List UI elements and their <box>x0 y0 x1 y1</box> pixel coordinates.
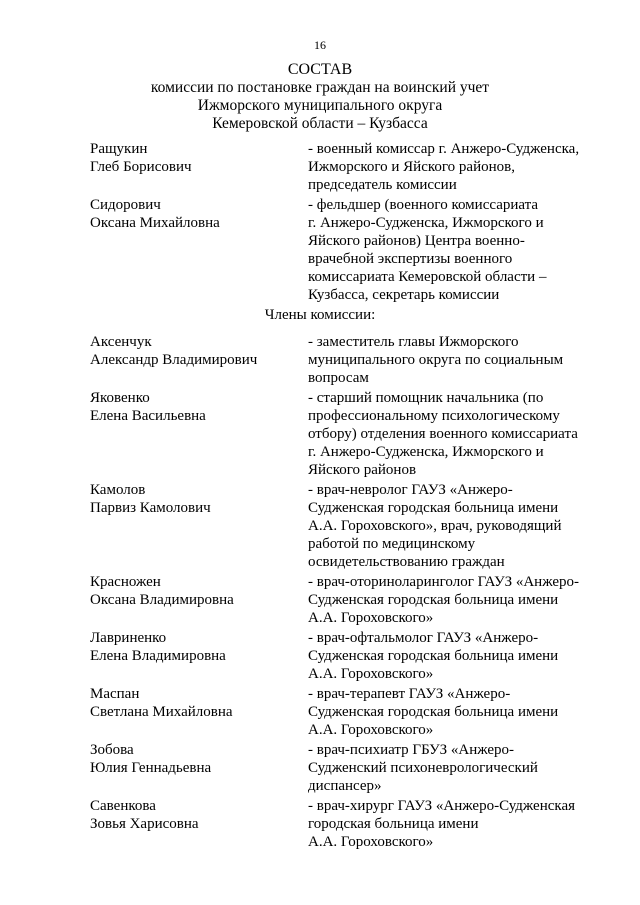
person-surname: Зобова <box>90 742 134 758</box>
heading-line-2: Ижморского муниципального округа <box>197 97 443 114</box>
person-surname: Красножен <box>90 574 161 590</box>
list-item <box>90 741 600 795</box>
person-given-name: Юлия Геннадьевна <box>90 760 212 776</box>
person-given-name: Оксана Владимировна <box>90 592 234 608</box>
person-role: - врач-офтальмолог ГАУЗ «Анжеро- Судженская городская больница имени А.А. Гороховского» <box>308 630 559 682</box>
list-item <box>90 481 600 571</box>
list-item <box>90 389 600 479</box>
person-name <box>90 196 308 304</box>
person-role: - врач-хирург ГАУЗ «Анжеро-Судженская городская больница имени А.А. Гороховского» <box>308 798 576 850</box>
person-name <box>90 797 308 851</box>
person-role: - военный комиссар г. Анжеро-Судженска, Ижморского и Яйского районов, председатель комиссии <box>308 141 580 193</box>
person-surname: Маспан <box>90 686 140 702</box>
list-item <box>90 333 600 387</box>
members-section-title: Члены комиссии: <box>264 307 376 323</box>
person-given-name: Оксана Михайловна <box>90 215 220 231</box>
person-role: - фельдшер (военного комиссариата г. Анжеро-Судженска, Ижморского и Яйского районов) Центра военно- врачебной экспертизы военного комиссариата Кемеровской области – Кузбасса, секретарь комиссии <box>308 197 547 303</box>
person-surname: Лавриненко <box>90 630 167 646</box>
page-number: 16 <box>314 38 326 52</box>
person-role: - заместитель главы Ижморского муниципального округа по социальным вопросам <box>308 334 564 386</box>
heading-title: СОСТАВ <box>287 61 353 78</box>
person-name <box>90 629 308 683</box>
list-item <box>90 629 600 683</box>
person-role: - врач-оториноларинголог ГАУЗ «Анжеро- Судженская городская больница имени А.А. Гороховского» <box>308 574 580 626</box>
person-given-name: Елена Васильевна <box>90 408 206 424</box>
person-name <box>90 685 308 739</box>
person-name <box>90 573 308 627</box>
list-item <box>90 797 600 851</box>
person-role: - врач-психиатр ГБУЗ «Анжеро- Судженский психоневрологический диспансер» <box>308 742 538 794</box>
person-role: - врач-терапевт ГАУЗ «Анжеро- Судженская городская больница имени А.А. Гороховского» <box>308 686 559 738</box>
list-item <box>90 573 600 627</box>
person-surname: Савенкова <box>90 798 156 814</box>
person-given-name: Зовья Харисовна <box>90 816 199 832</box>
person-name <box>90 741 308 795</box>
list-item <box>90 140 600 194</box>
person-given-name: Парвиз Камолович <box>90 500 211 516</box>
person-role: - старший помощник начальника (по профессиональному психологическому отбору) отделения военного комиссариата г. Анжеро-Судженска, Ижморского и Яйского районов <box>308 390 578 478</box>
person-name <box>90 333 308 387</box>
person-given-name: Глеб Борисович <box>90 159 192 175</box>
person-given-name: Елена Владимировна <box>90 648 226 664</box>
person-surname: Камолов <box>90 482 146 498</box>
person-surname: Ращукин <box>90 141 148 157</box>
person-surname: Сидорович <box>90 197 161 213</box>
person-given-name: Светлана Михайловна <box>90 704 233 720</box>
list-item <box>90 685 600 739</box>
person-name <box>90 481 308 571</box>
person-role: - врач-невролог ГАУЗ «Анжеро- Судженская городская больница имени А.А. Гороховского», врач, руководящий работой по медицинскому освидетельствованию граждан <box>308 482 562 570</box>
list-item <box>90 196 600 304</box>
person-surname: Аксенчук <box>90 334 152 350</box>
leadership-list <box>90 140 600 306</box>
person-surname: Яковенко <box>90 390 150 406</box>
members-list <box>90 333 600 853</box>
heading-line-3: Кемеровской области – Кузбасса <box>212 115 428 132</box>
person-given-name: Александр Владимирович <box>90 352 258 368</box>
person-name <box>90 140 308 194</box>
document-heading <box>0 60 640 133</box>
person-name <box>90 389 308 479</box>
heading-line-1: комиссии по постановке граждан на воинский учет <box>150 79 490 96</box>
